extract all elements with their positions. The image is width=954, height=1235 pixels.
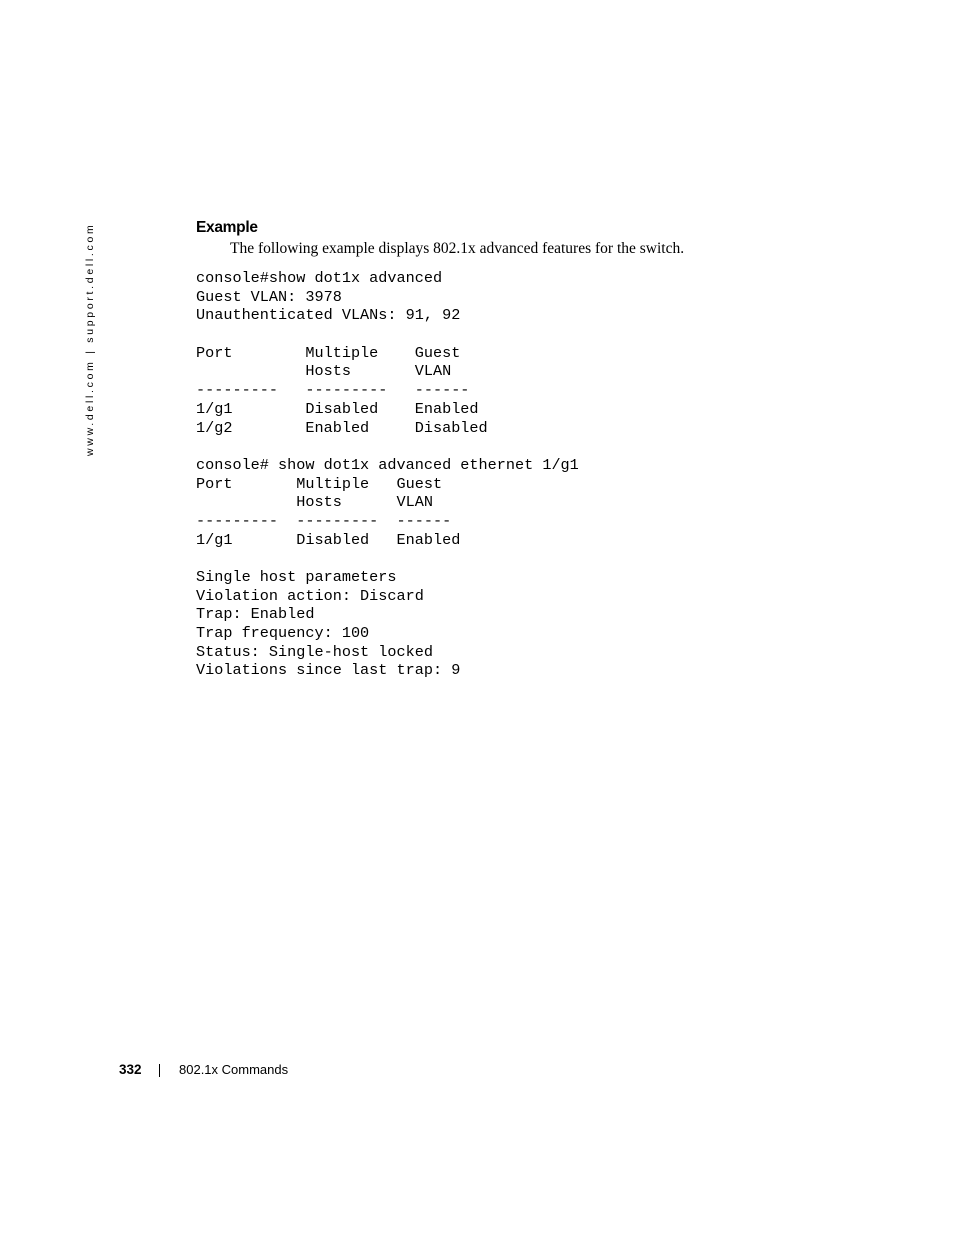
code-line: Port Multiple Guest [196, 474, 443, 493]
code-line: 1/g1 Disabled Enabled [196, 399, 479, 418]
intro-paragraph: The following example displays 802.1x advanced features for the switch. [230, 240, 685, 257]
code-line: console# show dot1x advanced ethernet 1/g1 [196, 455, 579, 474]
code-line: Trap frequency: 100 [196, 624, 370, 643]
code-line: Trap: Enabled [196, 605, 315, 624]
code-line: --------- --------- ------ [196, 511, 452, 530]
code-line: console#show dot1x advanced [196, 269, 443, 287]
code-example [196, 269, 579, 680]
code-line: 1/g1 Disabled Enabled [196, 530, 461, 549]
section-heading: Example [196, 219, 258, 236]
code-line [196, 437, 579, 456]
chapter-title: 802.1x Commands [179, 1062, 289, 1077]
code-line [196, 549, 579, 568]
code-line: Status: Single-host locked [196, 642, 433, 661]
side-url-text: www.dell.com | support.dell.com [84, 222, 96, 456]
code-line: Guest VLAN: 3978 [196, 287, 342, 306]
code-line: Single host parameters [196, 568, 397, 586]
code-line: --------- --------- ------ [196, 381, 470, 400]
code-line: Violations since last trap: 9 [196, 661, 461, 680]
code-line: Unauthenticated VLANs: 91, 92 [196, 306, 461, 325]
code-line: Hosts VLAN [196, 362, 452, 381]
page-number: 332 [119, 1062, 142, 1077]
footer-separator [159, 1064, 160, 1077]
code-line: Port Multiple Guest [196, 343, 461, 362]
code-line: Violation action: Discard [196, 586, 424, 605]
code-line: 1/g2 Enabled Disabled [196, 418, 488, 437]
code-line: Hosts VLAN [196, 493, 433, 512]
code-line [196, 325, 579, 344]
